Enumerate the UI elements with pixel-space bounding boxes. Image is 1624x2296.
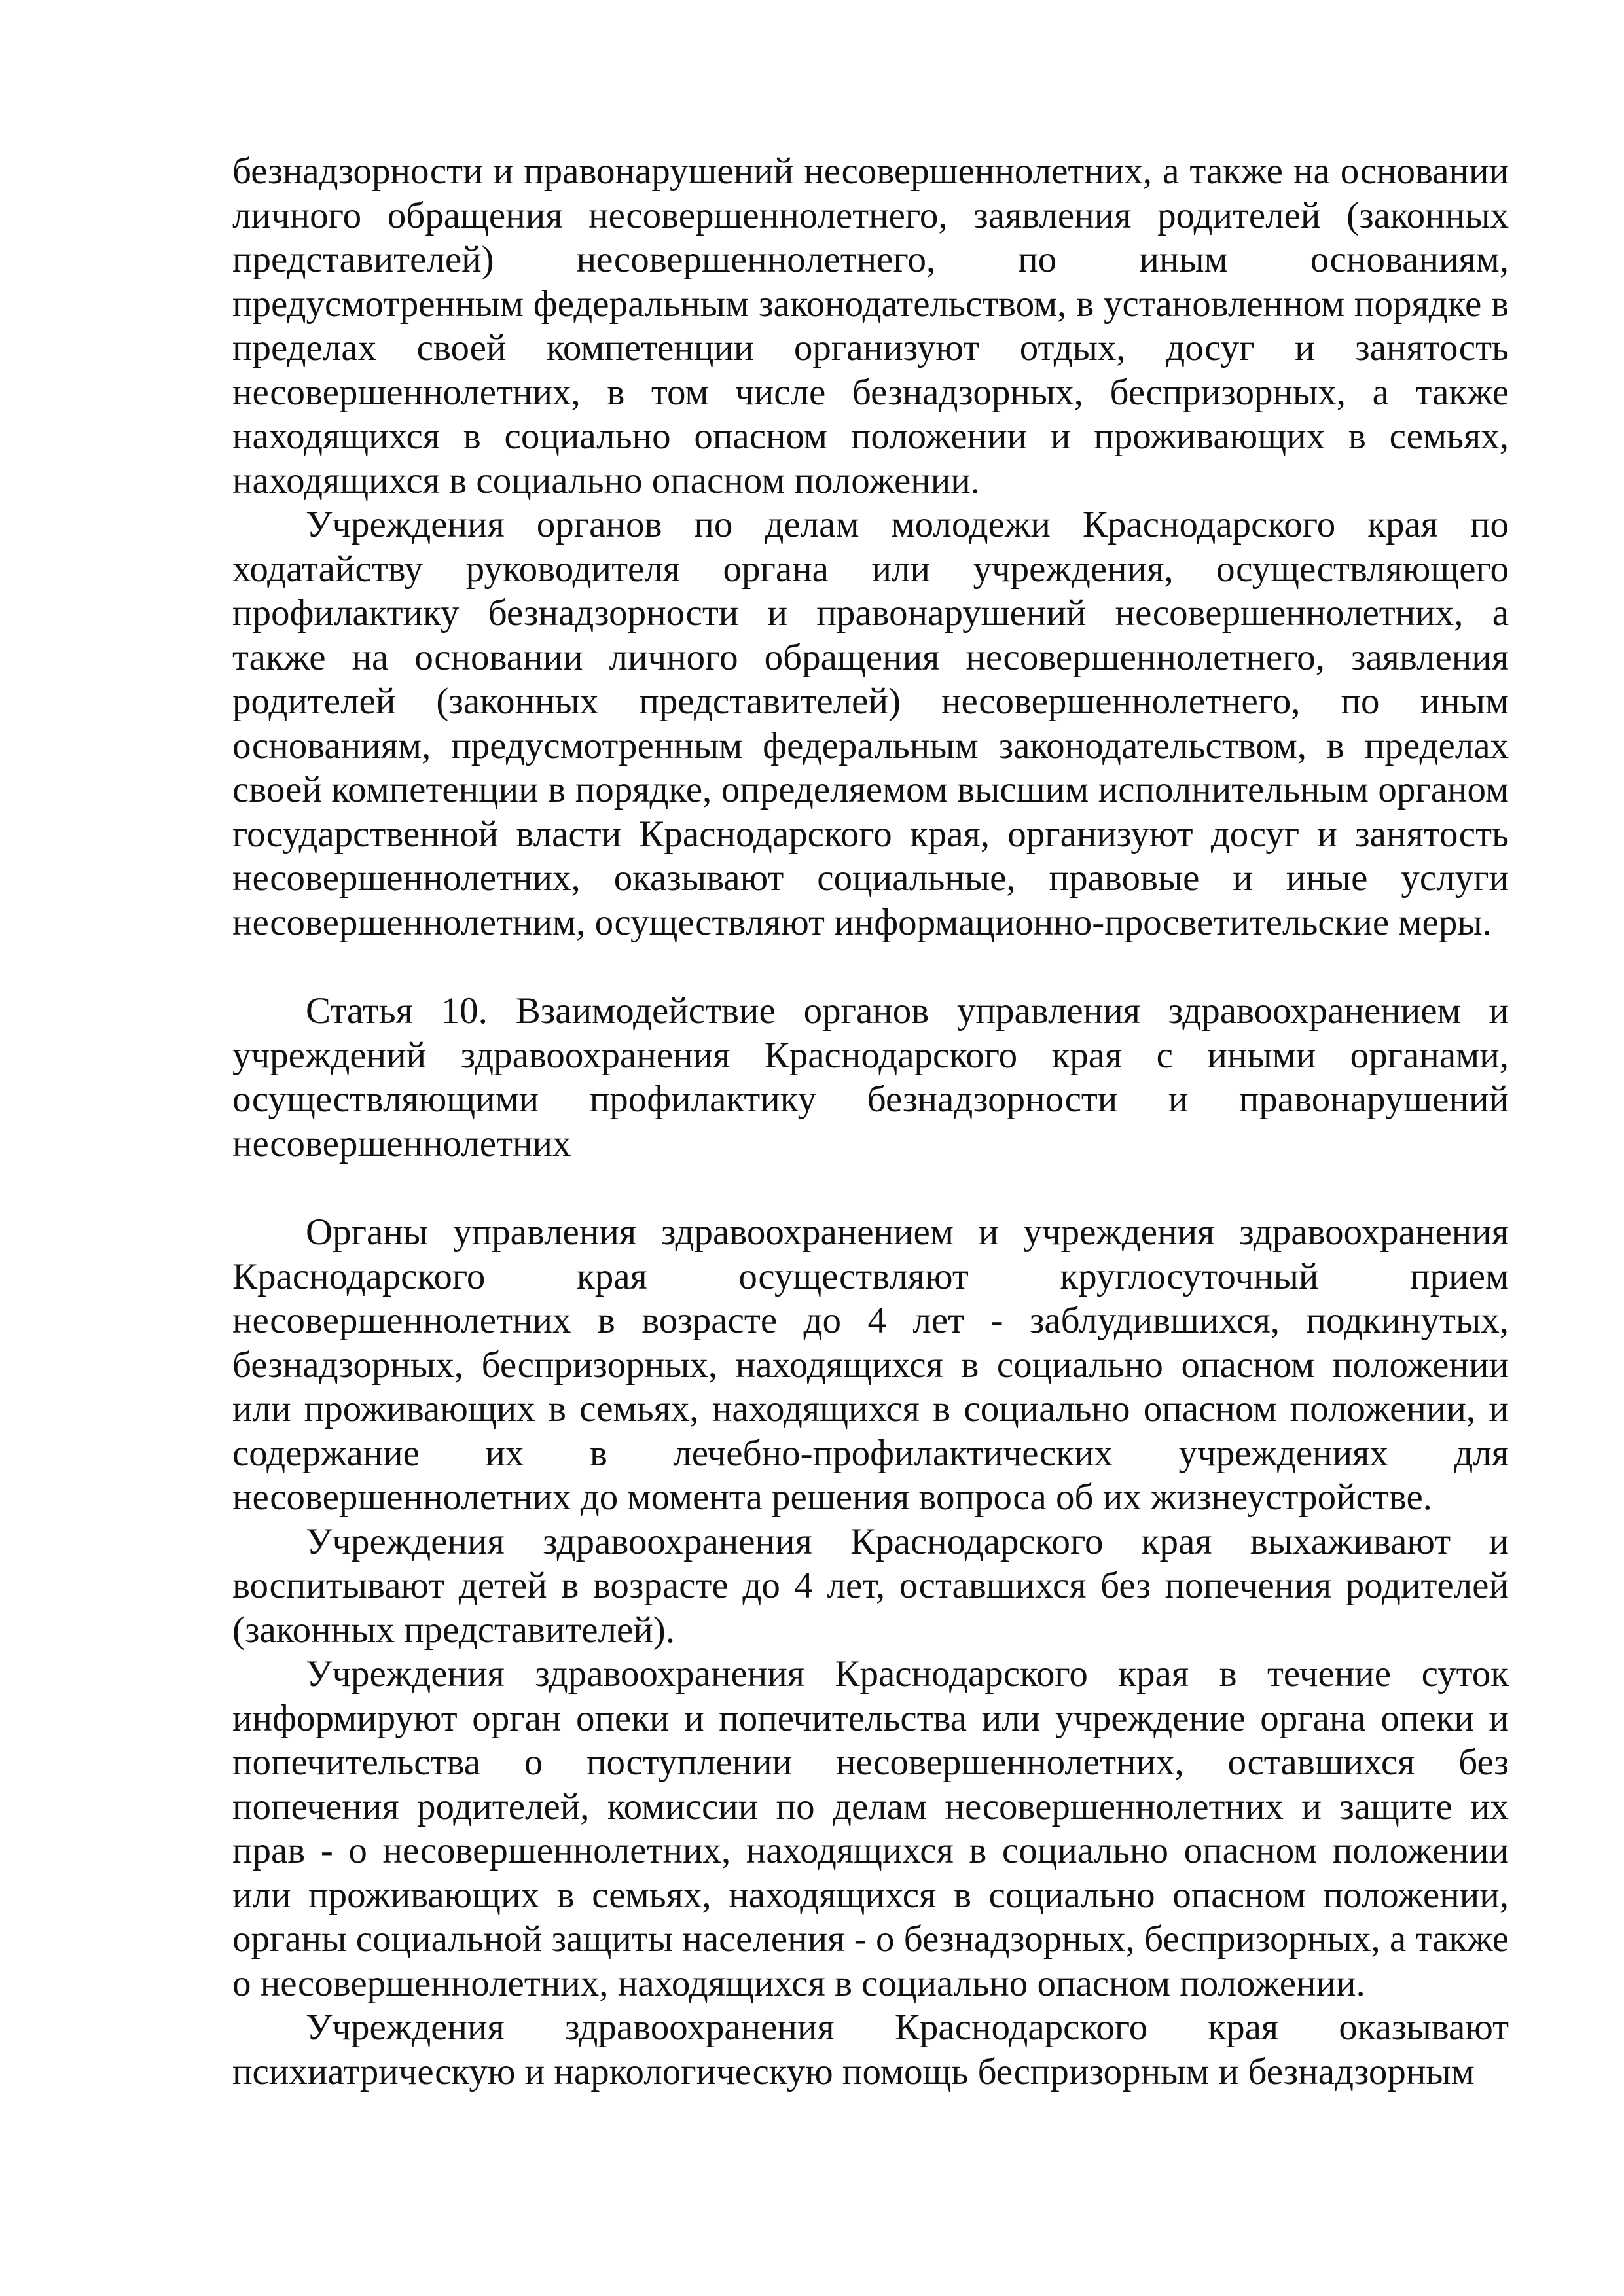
paragraph-youth-institutions: Учреждения органов по делам молодежи Краснодарского края по ходатайству руководителя органа или учреждения, осуществляющего профилактику безнадзорности и правонарушений несовершеннолетних, а также на основании личного обращения несовершеннолетнего, заявления родителей (законных представителей) несовершеннолетнего, по иным основаниям, предусмотренным федеральным законодательством, в пределах своей компетенции в порядке, определяемом высшим исполнительным органом государственной власти Краснодарского края, организуют досуг и занятость несовершеннолетних, оказывают социальные, правовые и иные услуги несовершеннолетним, осуществляют информационно-просветительские меры. [232, 504, 1509, 943]
paragraph-health-informing: Учреждения здравоохранения Краснодарского края в течение суток информируют орган опеки и попечительства или учреждение органа опеки и попечительства о поступлении несовершеннолетних, оставшихся без попечения родителей, комиссии по делам несовершеннолетних и защите их прав - о несовершеннолетних, находящихся в социально опасном положении или проживающих в семьях, находящихся в социально опасном положении, органы социальной защиты населения - о безнадзорных, беспризорных, а также о несовершеннолетних, находящихся в социально опасном положении. [232, 1653, 1509, 2004]
paragraph-continuation: безнадзорности и правонарушений несовершеннолетних, а также на основании личного обращения несовершеннолетнего, заявления родителей (законных представителей) несовершеннолетнего, по иным основаниям, предусмотренным федеральным законодательством, в установленном порядке в пределах своей компетенции организуют отдых, досуг и занятость несовершеннолетних, в том числе безнадзорных, беспризорных, а также находящихся в социально опасном положении и проживающих в семьях, находящихся в социально опасном положении. [232, 151, 1509, 501]
paragraph-health-psychiatric: Учреждения здравоохранения Краснодарского края оказывают психиатрическую и наркологическую помощь беспризорным и безнадзорным [232, 2007, 1509, 2092]
article-10-heading: Статья 10. Взаимодействие органов управления здравоохранением и учреждений здравоохранения Краснодарского края с иными органами, осуществляющими профилактику безнадзорности и правонарушений несовершеннолетних [232, 990, 1509, 1164]
paragraph-health-reception: Органы управления здравоохранением и учреждения здравоохранения Краснодарского края осуществляют круглосуточный прием несовершеннолетних в возрасте до 4 лет - заблудившихся, подкинутых, безнадзорных, беспризорных, находящихся в социально опасном положении или проживающих в семьях, находящихся в социально опасном положении, и содержание их в лечебно-профилактических учреждениях для несовершеннолетних до момента решения вопроса об их жизнеустройстве. [232, 1211, 1509, 1518]
paragraph-health-nursing: Учреждения здравоохранения Краснодарского края выхаживают и воспитывают детей в возрасте до 4 лет, оставшихся без попечения родителей (законных представителей). [232, 1520, 1509, 1651]
document-page [232, 149, 1509, 2094]
